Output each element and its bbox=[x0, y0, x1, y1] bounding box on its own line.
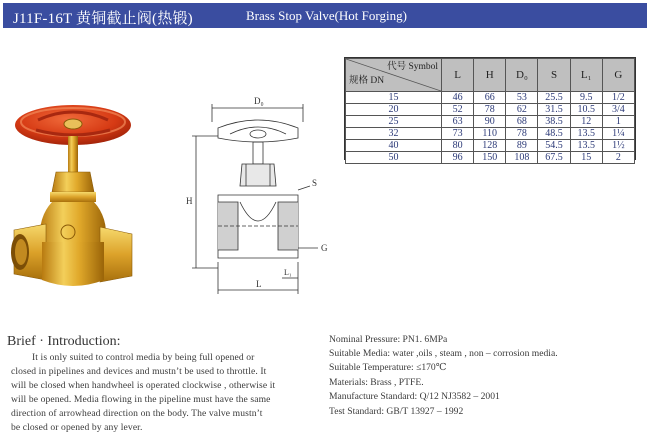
column-header: S bbox=[538, 59, 570, 92]
product-model-title: J11F-16T 黄铜截止阀(热锻) bbox=[13, 11, 193, 27]
table-row bbox=[346, 152, 635, 164]
brief-line: closed in pipelines and devices and mustn’t be used to throttle. It bbox=[11, 366, 267, 377]
cell-d0: 108 bbox=[506, 152, 538, 164]
cell-l1: 15 bbox=[570, 152, 602, 164]
valve-technical-drawing bbox=[178, 90, 338, 300]
header-bar bbox=[3, 3, 647, 28]
cell-l: 46 bbox=[442, 92, 474, 104]
table-row bbox=[346, 140, 635, 152]
table-row bbox=[346, 116, 635, 128]
valve-photo bbox=[8, 92, 138, 302]
cell-g: 1 bbox=[602, 116, 634, 128]
cell-l1: 13.5 bbox=[570, 140, 602, 152]
label-d0: D₀ bbox=[254, 96, 264, 106]
cell-s: 54.5 bbox=[538, 140, 570, 152]
column-header: L bbox=[442, 59, 474, 92]
nominal-pressure: Nominal Pressure: PN1. 6MPa bbox=[329, 334, 448, 345]
cell-l1: 10.5 bbox=[570, 104, 602, 116]
cell-dn: 20 bbox=[346, 104, 442, 116]
cell-g: 1½ bbox=[602, 140, 634, 152]
table-row bbox=[346, 128, 635, 140]
cell-g: 1¼ bbox=[602, 128, 634, 140]
cell-s: 38.5 bbox=[538, 116, 570, 128]
cell-l1: 13.5 bbox=[570, 128, 602, 140]
spec-table-container bbox=[344, 57, 636, 163]
spec-table-header-row bbox=[346, 59, 635, 92]
suitable-media: Suitable Media: water ,oils , steam , non – corrosion media. bbox=[329, 348, 558, 359]
column-header: H bbox=[474, 59, 506, 92]
product-english-title: Brass Stop Valve(Hot Forging) bbox=[246, 8, 407, 23]
cell-l1: 9.5 bbox=[570, 92, 602, 104]
label-h: H bbox=[186, 196, 193, 206]
cell-dn: 40 bbox=[346, 140, 442, 152]
cell-d0: 53 bbox=[506, 92, 538, 104]
cell-dn: 25 bbox=[346, 116, 442, 128]
cell-dn: 50 bbox=[346, 152, 442, 164]
cell-l: 52 bbox=[442, 104, 474, 116]
cell-h: 128 bbox=[474, 140, 506, 152]
cell-dn: 32 bbox=[346, 128, 442, 140]
materials: Materials: Brass , PTFE. bbox=[329, 377, 424, 388]
cell-g: 1/2 bbox=[602, 92, 634, 104]
cell-g: 3/4 bbox=[602, 104, 634, 116]
test-standard: Test Standard: GB/T 13927 – 1992 bbox=[329, 406, 464, 417]
label-g: G bbox=[321, 243, 328, 253]
cell-d0: 68 bbox=[506, 116, 538, 128]
corner-symbol-label: 代号 Symbol bbox=[387, 62, 438, 72]
brief-line: will be closed when handwheel is operated clockwise , otherwise it bbox=[11, 380, 276, 391]
cell-h: 78 bbox=[474, 104, 506, 116]
cell-h: 66 bbox=[474, 92, 506, 104]
brief-line: be closed or opened by any lever. bbox=[11, 422, 143, 433]
table-row bbox=[346, 92, 635, 104]
cell-h: 150 bbox=[474, 152, 506, 164]
brief-line: It is only suited to control media by being full opened or bbox=[32, 352, 255, 363]
label-l1: L₁ bbox=[284, 268, 292, 277]
column-header: G bbox=[602, 59, 634, 92]
cell-dn: 15 bbox=[346, 92, 442, 104]
cell-s: 48.5 bbox=[538, 128, 570, 140]
table-row bbox=[346, 104, 635, 116]
cell-l: 63 bbox=[442, 116, 474, 128]
cell-s: 67.5 bbox=[538, 152, 570, 164]
cell-s: 31.5 bbox=[538, 104, 570, 116]
column-header: L₁ bbox=[570, 59, 602, 92]
cell-d0: 62 bbox=[506, 104, 538, 116]
cell-h: 110 bbox=[474, 128, 506, 140]
cell-g: 2 bbox=[602, 152, 634, 164]
column-header: D₀ bbox=[506, 59, 538, 92]
spec-table-corner bbox=[346, 59, 442, 92]
cell-l: 73 bbox=[442, 128, 474, 140]
suitable-temperature: Suitable Temperature: ≤170℃ bbox=[329, 362, 447, 373]
cell-s: 25.5 bbox=[538, 92, 570, 104]
spec-table bbox=[345, 58, 635, 164]
cell-l1: 12 bbox=[570, 116, 602, 128]
brief-introduction-heading: Brief · Introduction: bbox=[7, 334, 121, 349]
brief-line: will be opened. Media flowing in the pipeline must have the same bbox=[11, 394, 271, 405]
cell-l: 96 bbox=[442, 152, 474, 164]
brief-line: direction of arrowhead direction on the body. The valve mustn’t bbox=[11, 408, 263, 419]
cell-d0: 89 bbox=[506, 140, 538, 152]
cell-l: 80 bbox=[442, 140, 474, 152]
cell-h: 90 bbox=[474, 116, 506, 128]
label-l: L bbox=[256, 279, 262, 289]
cell-d0: 78 bbox=[506, 128, 538, 140]
manufacture-standard: Manufacture Standard: Q/12 NJ3582 – 2001 bbox=[329, 391, 500, 402]
corner-dn-label: 规格 DN bbox=[349, 76, 385, 86]
label-s: S bbox=[312, 178, 318, 188]
